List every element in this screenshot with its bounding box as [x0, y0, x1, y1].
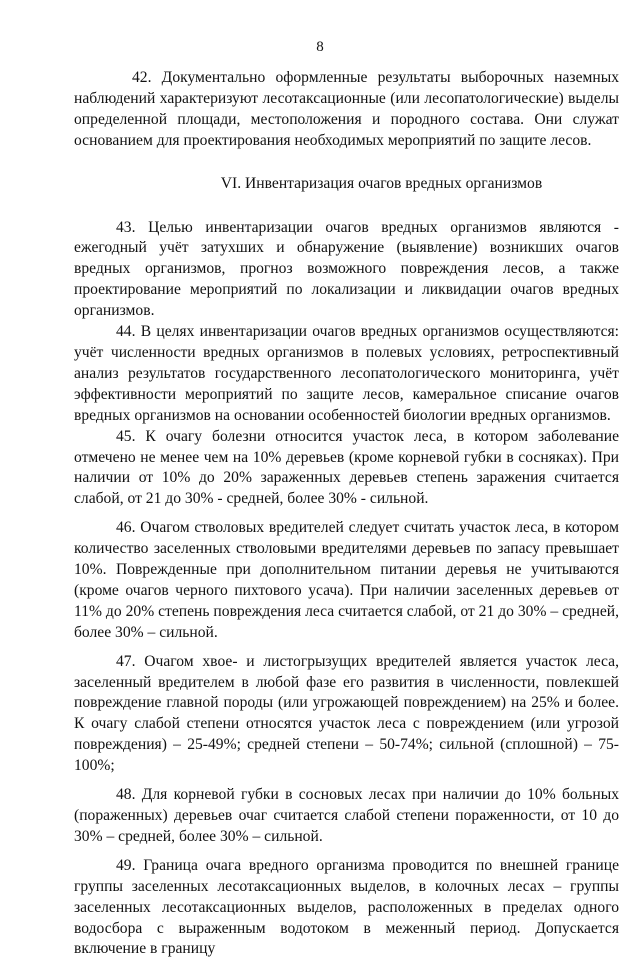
paragraph-49: 49. Граница очага вредного организма проводится по внешней границе группы заселенных лесотаксационных выделов, в колочных лесах – группы заселенных лесотаксационных выделов, расположенных в пределах одного водосбора с выраженным водотоком в меженный период. Допускается включение в границу [74, 856, 619, 958]
paragraph-43: 43. Целью инвентаризации очагов вредных организмов являются - ежегодный учёт затухших и обнаружение (выявление) возникших очагов вредных организмов, прогноз возможного повреждения лесов, а также проектирование мероприятий по локализации и ликвидации очагов вредных организмов. [74, 218, 619, 320]
document-body [74, 68, 619, 960]
page-number: 8 [316, 39, 324, 55]
paragraph-44: 44. В целях инвентаризации очагов вредных организмов осуществляются: учёт численности вредных организмов в полевых условиях, ретроспективный анализ результатов государственного лесопатологического мониторинга, учёт эффективности мероприятий по защите лесов, камеральное списание очагов вредных организмов на основании особенностей биологии вредных организмов. [74, 323, 619, 424]
paragraph-45: 45. К очагу болезни относится участок леса, в котором заболевание отмечено не менее чем на 10% деревьев (кроме корневой губки в сосняках). При наличии от 10% до 20% зараженных деревьев степень заражения считается слабой, от 21 до 30% - средней, более 30% - сильной. [74, 427, 619, 508]
section-title: VI. Инвентаризация очагов вредных организмов [220, 174, 543, 192]
paragraph-42: 42. Документально оформленные результаты выборочных наземных наблюдений характеризуют лесотаксационные (или лесопатологические) выделы определенной площади, местоположения и породного состава. Они служат основанием для проектирования необходимых мероприятий по защите лесов. [74, 69, 619, 149]
paragraph-46: 46. Очагом стволовых вредителей следует считать участок леса, в котором количество заселенных стволовыми вредителями деревьев по запасу превышает 10%. Поврежденные при дополнительном питании деревья не учитываются (кроме очагов черного пихтового усача). При наличии заселенных деревьев от 11% до 20% степень повреждения леса считается слабой, от 21 до 30% – средней, более 30% – сильной. [74, 519, 619, 641]
paragraph-47: 47. Очагом хвое- и листогрызущих вредителей является участок леса, заселенный вредителем в любой фазе его развития в численности, повлекшей повреждение главной породы (или угрожающей повреждением) на 25% и более. К очагу слабой степени относятся участок леса с повреждением (или угрозой повреждения) – 25-49%; средней степени – 50-74%; сильной (сплошной) – 75-100%; [74, 652, 619, 775]
paragraph-48: 48. Для корневой губки в сосновых лесах при наличии до 10% больных (пораженных) деревьев очаг считается слабой степени пораженности, от 10 до 30% – средней, более 30% – сильной. [74, 786, 619, 845]
